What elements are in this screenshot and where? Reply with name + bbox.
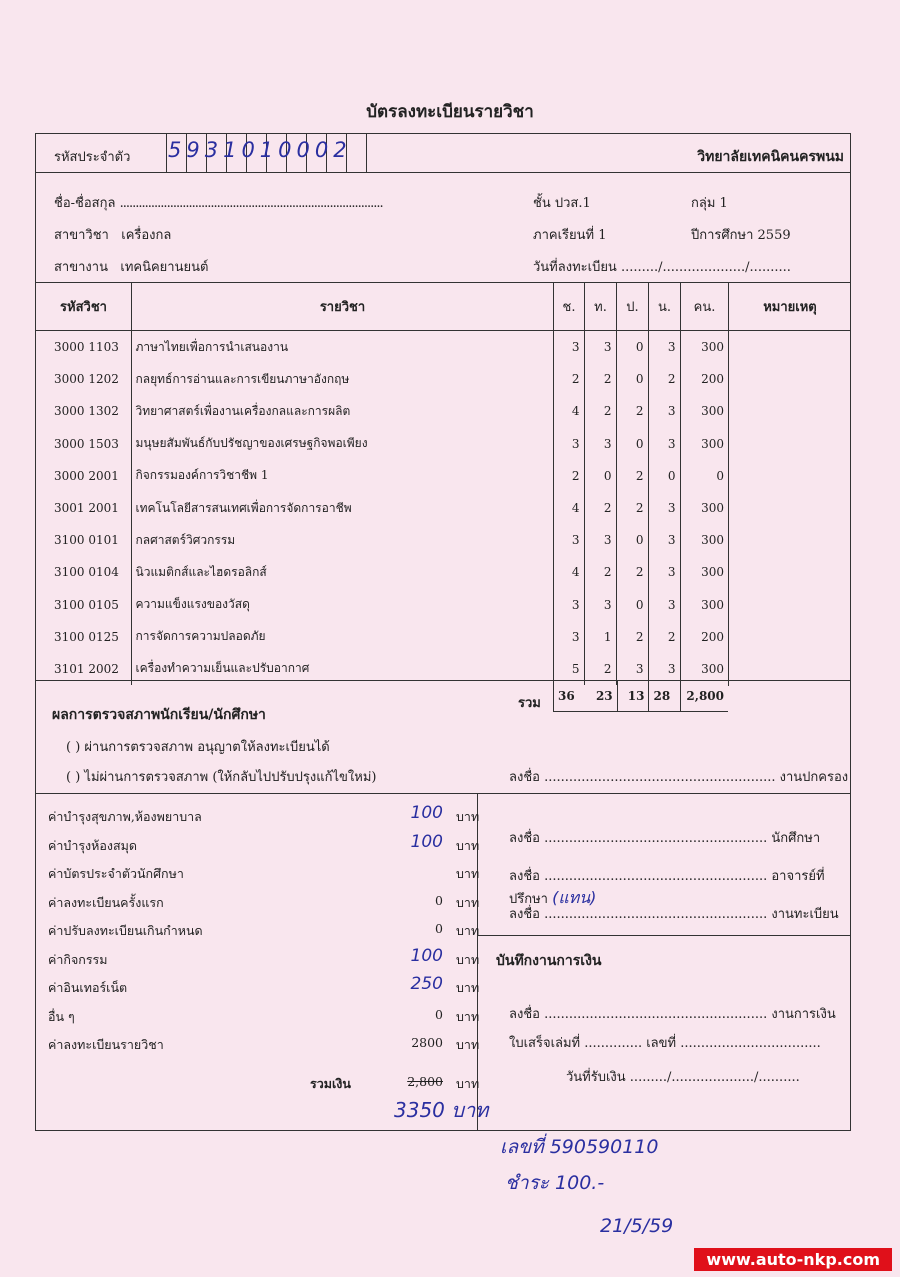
credits: 3 [648, 653, 680, 685]
table-row [36, 395, 728, 427]
field-value: เทคนิคยานยนต์ [120, 260, 209, 275]
fee-label: ค่าบัตรประจำตัวนักศึกษา [48, 866, 184, 881]
t-hours: 2 [584, 653, 616, 685]
t-hours: 1 [584, 621, 616, 653]
practice-hours: 2 [616, 621, 648, 653]
signature-role: อาจารย์ที่ปรึกษา [509, 869, 825, 907]
fee-amount: 100 [410, 945, 443, 966]
fee-row [48, 803, 480, 827]
signature-line: ลงชื่อ ...................................................... [509, 869, 768, 884]
subject-table-header [36, 282, 851, 331]
fee-total-handwritten: 3350 บาท [394, 1098, 489, 1122]
major-value: เครื่องกล [121, 228, 172, 243]
student-id-value: 5931010002 [168, 138, 352, 162]
fee-amount: 0 [435, 921, 443, 936]
health-pass-option[interactable]: ( ) ผ่านการตรวจสภาพ อนุญาตให้ลงทะเบียนได้ [66, 740, 330, 755]
subject-name: การจัดการความปลอดภัย [131, 621, 553, 653]
fee-total-label: รวมเงิน [310, 1076, 351, 1091]
col-practice: ป. [616, 283, 648, 330]
fee-row [48, 921, 478, 941]
theory-hours: 2 [553, 363, 584, 395]
totals-row [553, 680, 728, 712]
fee-row [48, 974, 480, 998]
subject-code: 3000 2001 [54, 468, 119, 483]
registration-date: วันที่ลงทะเบียน ........./..................../.......... [533, 260, 791, 275]
signature-role: นักศึกษา [771, 831, 821, 846]
theory-hours: 3 [553, 524, 584, 556]
fee-row [48, 1035, 478, 1055]
credits: 3 [648, 524, 680, 556]
t-hours: 3 [584, 589, 616, 621]
fee-label: ค่าบำรุงห้องสมุด [48, 837, 137, 853]
page-title: บัตรลงทะเบียนรายวิชา [366, 102, 534, 122]
fee-amount: 100 [410, 831, 443, 852]
theory-hours: 2 [553, 460, 584, 492]
signature-note: (แทน) [552, 888, 597, 907]
t-hours: 0 [584, 460, 616, 492]
subject-code: 3000 1103 [54, 340, 119, 355]
col-subject: รายวิชา [131, 283, 553, 330]
fee-label: ค่าบำรุงสุขภาพ,ห้องพยาบาล [48, 809, 202, 824]
signature-line: ลงชื่อ ...................................................... [509, 907, 768, 922]
group: กลุ่ม 1 [691, 196, 728, 211]
credits: 3 [648, 428, 680, 460]
practice-hours: 0 [616, 331, 648, 363]
fee-label: อื่น ๆ [48, 1008, 75, 1024]
subject-name: เทคโนโลยีสารสนเทศเพื่อการจัดการอาชีพ [131, 492, 553, 524]
finance-title: บันทึกงานการเงิน [496, 953, 602, 969]
fee-label: ค่ากิจกรรม [48, 951, 108, 967]
name-label: ชื่อ-ชื่อสกุล [54, 196, 116, 211]
fee-unit: บาท [456, 894, 480, 910]
subject-code: 3100 0125 [54, 629, 119, 644]
subject-name: วิทยาศาสตร์เพื่องานเครื่องกลและการผลิต [131, 395, 553, 427]
theory-hours: 4 [553, 492, 584, 524]
col-credit: น. [648, 283, 680, 330]
subject-code: 3000 1302 [54, 404, 119, 419]
registration-card [35, 133, 851, 1131]
subject-name: นิวแมติกส์และไฮดรอลิกส์ [131, 556, 553, 588]
fee-amount: 100 [410, 803, 443, 823]
total-fee: 2,800 [680, 680, 728, 711]
fee-label: ค่าลงทะเบียนรายวิชา [48, 1037, 164, 1052]
fee-row [48, 945, 480, 970]
col-t: ท. [584, 283, 616, 330]
fee: 300 [680, 492, 728, 524]
level: ชั้น ปวส.1 [533, 196, 591, 211]
fee: 300 [680, 556, 728, 588]
practice-hours: 0 [616, 589, 648, 621]
practice-hours: 0 [616, 428, 648, 460]
table-row [36, 460, 728, 492]
subject-name: ความแข็งแรงของวัสดุ [131, 589, 553, 621]
fee-label: ค่าลงทะเบียนครั้งแรก [48, 894, 164, 910]
signature-row [509, 827, 820, 848]
practice-hours: 2 [616, 460, 648, 492]
health-fail-option[interactable]: ( ) ไม่ผ่านการตรวจสภาพ (ให้กลับไปปรับปรุงแก้ไขใหม่) [66, 770, 377, 785]
health-check-title: ผลการตรวจสภาพนักเรียน/นักศึกษา [52, 707, 266, 723]
subject-code: 3101 2002 [54, 661, 119, 676]
practice-hours: 2 [616, 556, 648, 588]
major-label: สาขาวิชา [54, 228, 109, 243]
fee-unit: บาท [456, 1037, 480, 1052]
fee: 300 [680, 395, 728, 427]
fee-row [48, 831, 480, 856]
subject-name: มนุษยสัมพันธ์กับปรัชญาของเศรษฐกิจพอเพียง [131, 428, 553, 460]
theory-hours: 3 [553, 589, 584, 621]
col-remarks: หมายเหตุ [728, 283, 851, 330]
college-name: วิทยาลัยเทคนิคนครพนม [697, 149, 844, 165]
total-practice: 13 [617, 680, 649, 711]
fee: 300 [680, 524, 728, 556]
fee-row [48, 1007, 478, 1027]
theory-hours: 4 [553, 556, 584, 588]
fee: 0 [680, 460, 728, 492]
finance-signature: ลงชื่อ ...................................................... งานการเงิน [509, 1007, 836, 1022]
fee-unit: บาท [456, 980, 480, 995]
watermark: www.auto-nkp.com [694, 1248, 892, 1271]
table-row [36, 363, 728, 395]
fee-total-unit: บาท [456, 1076, 480, 1091]
subject-name: เครื่องทำความเย็นและปรับอากาศ [131, 653, 553, 685]
credits: 3 [648, 556, 680, 588]
total-theory: 36 [558, 689, 575, 703]
note-receipt: เลขที่ 590590110 [500, 1136, 659, 1158]
fee: 200 [680, 621, 728, 653]
fee-unit: บาท [456, 837, 480, 853]
practice-hours: 3 [616, 653, 648, 685]
table-row [36, 492, 728, 524]
payment-date: วันที่รับเงิน ........./..................../.......... [566, 1070, 800, 1085]
subject-name: กลยุทธ์การอ่านและการเขียนภาษาอังกฤษ [131, 363, 553, 395]
t-hours: 3 [584, 524, 616, 556]
t-hours: 2 [584, 492, 616, 524]
subject-code: 3100 0101 [54, 533, 119, 548]
fee: 300 [680, 589, 728, 621]
fee-unit: บาท [456, 923, 480, 938]
fee-unit: บาท [456, 951, 480, 967]
signature-role: งานทะเบียน [771, 907, 839, 922]
fee-amount: 250 [410, 974, 443, 994]
fee: 300 [680, 653, 728, 685]
subject-code: 3100 0105 [54, 597, 119, 612]
fee-total-printed: 2,800 [407, 1074, 443, 1089]
subject-code: 3001 2001 [54, 501, 119, 516]
fee: 300 [680, 428, 728, 460]
t-hours: 2 [584, 363, 616, 395]
signature-line: ลงชื่อ ...................................................... [509, 831, 768, 846]
credits: 3 [648, 331, 680, 363]
col-fee: คน. [680, 283, 728, 330]
subject-name: กลศาสตร์วิศวกรรม [131, 524, 553, 556]
table-row [36, 331, 728, 363]
total-label: รวม [518, 696, 541, 711]
credits: 0 [648, 460, 680, 492]
fee-unit: บาท [456, 866, 480, 881]
student-id-boxes [166, 134, 371, 172]
fee-amount: 0 [435, 1006, 443, 1022]
receipt-number: ใบเสร็จเล่มที่ .............. เลขที่ .................................. [509, 1036, 821, 1051]
discipline-signature: ลงชื่อ ........................................................ งานปกครอง [509, 770, 849, 785]
fee-amount: 0 [435, 892, 443, 908]
credits: 3 [648, 492, 680, 524]
subject-code: 3000 1503 [54, 436, 119, 451]
total-credit: 28 [648, 680, 680, 711]
fee-row [48, 864, 478, 884]
practice-hours: 2 [616, 395, 648, 427]
credits: 3 [648, 589, 680, 621]
table-row [36, 428, 728, 460]
table-row [36, 556, 728, 588]
note-paid: ชำระ 100.- [505, 1172, 605, 1194]
fee-row [48, 893, 478, 913]
subject-code: 3100 0104 [54, 565, 119, 580]
table-row [36, 621, 728, 653]
field-label: สาขางาน [54, 260, 108, 275]
fee-amount: 2800 [411, 1035, 443, 1050]
subject-name: ภาษาไทยเพื่อการนำเสนองาน [131, 331, 553, 363]
practice-hours: 2 [616, 492, 648, 524]
name-field[interactable]: .................................................................................... [119, 196, 383, 211]
t-hours: 3 [584, 331, 616, 363]
fee: 300 [680, 331, 728, 363]
fee-label: ค่าอินเทอร์เน็ต [48, 980, 128, 995]
signature-row [509, 903, 839, 924]
theory-hours: 5 [553, 653, 584, 685]
fee-label: ค่าปรับลงทะเบียนเกินกำหนด [48, 923, 203, 938]
col-code: รหัสวิชา [60, 300, 107, 315]
subject-code: 3000 1202 [54, 372, 119, 387]
table-row [36, 589, 728, 621]
practice-hours: 0 [616, 524, 648, 556]
credits: 2 [648, 621, 680, 653]
t-hours: 2 [584, 556, 616, 588]
credits: 3 [648, 395, 680, 427]
academic-year: ปีการศึกษา 2559 [691, 228, 791, 243]
total-t: 23 [595, 689, 613, 703]
fee-unit: บาท [456, 1008, 480, 1024]
subject-table [36, 331, 728, 685]
note-date: 21/5/59 [600, 1215, 674, 1237]
practice-hours: 0 [616, 363, 648, 395]
student-id-label: รหัสประจำตัว [54, 150, 131, 165]
credits: 2 [648, 363, 680, 395]
theory-hours: 4 [553, 395, 584, 427]
subject-name: กิจกรรมองค์การวิชาชีพ 1 [131, 460, 553, 492]
theory-hours: 3 [553, 331, 584, 363]
theory-hours: 3 [553, 428, 584, 460]
t-hours: 3 [584, 428, 616, 460]
theory-hours: 3 [553, 621, 584, 653]
semester: ภาคเรียนที่ 1 [533, 228, 607, 243]
table-row [36, 524, 728, 556]
col-theory: ช. [553, 283, 584, 330]
fee-unit: บาท [456, 809, 480, 824]
fee: 200 [680, 363, 728, 395]
t-hours: 2 [584, 395, 616, 427]
